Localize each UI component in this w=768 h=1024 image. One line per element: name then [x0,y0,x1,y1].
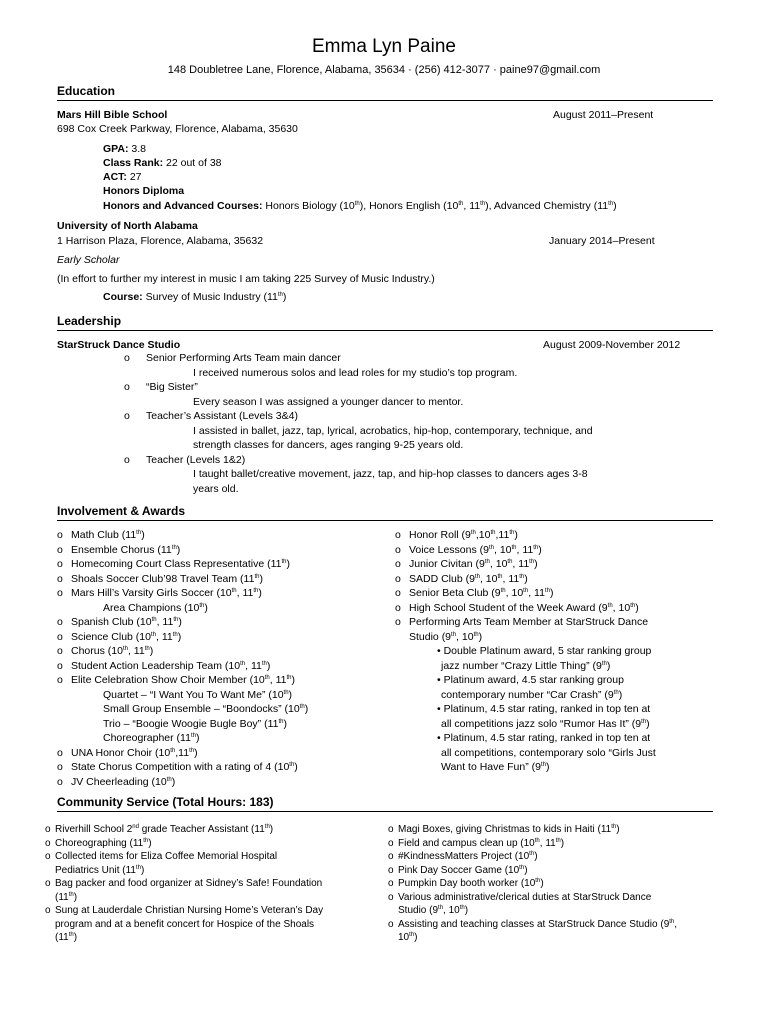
ordinal-sup: th [544,588,550,594]
involvement-item-text: Area Champions (10th) [103,601,208,614]
community-item-text: Sung at Lauderdale Christian Nursing Home’s Veteran’s Day [55,905,324,916]
ordinal-sup: th [451,631,457,638]
ordinal-sup: th [254,573,260,580]
involvement-item-text: all competitions jazz solo “Rumor Has It” (9th) [441,717,650,730]
involvement-item [395,586,715,601]
community-item-text: #KindnessMatters Project (10th) [398,851,538,862]
community-item-text: (11th) [55,891,78,903]
ordinal-sup: th [289,762,295,768]
school2-course: Survey of Music Industry (11 [145,291,278,303]
ordinal-sup: th [68,932,74,938]
ordinal-sup: th [199,602,205,609]
bullet-marker: o [124,381,130,393]
involvement-item-text: jazz number “Crazy Little Thing” (9th) [441,659,611,672]
ordinal-sup: th [607,602,613,609]
section-heading-education: Education [57,84,713,101]
community-item-text: Studio (9th, 10th) [398,905,469,916]
ordinal-sup: th [470,530,476,536]
involvement-item-text: Senior Beta Club (9th, 10th, 11th) [409,587,554,599]
involvement-item-text: High School Student of the Week Award (9th, 10th) [409,601,639,614]
leadership-item-desc: I taught ballet/creative movement, jazz, tap, and hip-hop classes to dancers ages 3-8 [193,468,588,480]
community-item-text: (11th) [55,932,78,943]
involvement-item [395,760,715,775]
ordinal-sup: th [509,530,515,536]
involvement-item-text: Choreographer (11th) [103,732,200,744]
school2-course-sup: th [277,292,283,298]
community-item [388,891,718,905]
community-item-text: 10th) [398,932,418,943]
bullet-marker: o [124,352,130,364]
community-item-text: Field and campus clean up (10th, 11th) [398,837,565,849]
leadership-item-title-text: Teacher (Levels 1&2) [146,453,246,466]
community-item [388,837,718,851]
involvement-item [57,659,387,674]
involvement-item [57,702,387,717]
involvement-item [395,644,715,659]
bullet-marker: o [57,659,63,672]
involvement-item [57,760,387,775]
courses-label: Honors and Advanced Courses: [103,200,263,212]
resume-name: Emma Lyn Paine [312,36,456,57]
ordinal-sup: th [533,544,539,551]
bullet-marker: o [395,587,401,599]
ordinal-sup: th [172,631,178,638]
ordinal-sup: th [601,660,607,667]
courses-list: Honors Biology (10th), Honors English (10th, 11th), Advanced Chemistry (11th) [265,200,617,212]
school1-address: 698 Cox Creek Parkway, Florence, Alabama, 35630 [57,123,298,135]
ordinal-sup: th [613,689,619,696]
ordinal-sup: th [611,824,617,830]
involvement-item [57,572,387,587]
community-item-text: Pumpkin Day booth worker (10th) [398,878,544,889]
school2-note: (In effort to further my interest in music I am taking 225 Survey of Music Industry.) [57,273,435,285]
involvement-item [395,673,715,688]
ordinal-sup: th [281,559,287,565]
community-item-text: Riverhill School 2nd grade Teacher Assistant (11th) [55,824,274,835]
involvement-item-text: Trio – “Boogie Woogie Bugle Boy” (11th) [103,717,287,730]
community-item [45,904,385,918]
leadership-item-desc: years old. [193,482,239,495]
rank-label: Class Rank: [103,157,164,169]
involvement-item-text: Voice Lessons (9th, 10th, 11th) [409,543,542,556]
involvement-item-text: Science Club (10th, 11th) [71,630,182,643]
ordinal-sup: th [122,646,128,652]
bullet-marker: o [57,775,63,788]
school2-course-line [103,290,286,305]
involvement-item-text: Spanish Club (10th, 11th) [71,616,182,628]
ordinal-sup: th [409,932,415,938]
bullet-marker: o [57,645,63,657]
bullet-marker: o [57,587,63,599]
school2-name: University of North Alabama [57,220,198,232]
ordinal-sup: th [519,864,525,871]
community-item [45,823,385,837]
bullet-marker: o [395,572,401,585]
leadership-dates: August 2009-November 2012 [543,339,681,351]
rank-line [103,156,222,171]
bullet-marker: o [57,558,63,570]
ordinal-sup: th [459,905,465,911]
bullet-marker: o [388,918,394,930]
ordinal-sup: th [484,559,490,565]
involvement-item-text: Ensemble Chorus (11th) [71,543,181,556]
ordinal-sup: th [135,864,141,871]
ordinal-sup: th [171,544,177,551]
involvement-item-text: all competitions, contemporary solo “Girls Just [441,746,656,759]
ordinal-sup: th [480,201,486,207]
school2-address: 1 Harrison Plaza, Florence, Alabama, 35632 [57,235,264,247]
bullet-marker: o [57,529,63,541]
involvement-item [395,688,715,703]
community-item [388,931,718,945]
involvement-item [57,601,387,616]
community-item-text: Collected items for Eliza Coffee Memorial Hospital [55,851,278,862]
school2-dates: January 2014–Present [549,235,655,247]
leadership-item-title [124,453,704,468]
bullet-marker: o [388,824,394,835]
involvement-item-text: Junior Civitan (9th, 10th, 11th) [409,558,538,570]
ordinal-sup: th [669,918,675,925]
diploma-line: Honors Diploma [103,185,185,197]
involvement-item-text: contemporary number “Car Crash” (9th) [441,688,623,701]
bullet-marker: o [388,851,394,862]
ordinal-sup: nd [132,824,139,830]
community-item [45,918,385,932]
ordinal-sup: th [534,837,540,844]
community-item [45,931,385,945]
gpa-label: GPA: [103,143,129,155]
leadership-item-desc: Every season I was assigned a younger dancer to mentor. [193,395,464,408]
ordinal-sup: th [283,689,289,696]
ordinal-sup: th [143,837,149,844]
community-item [388,877,718,891]
leadership-item-title-text: “Big Sister” [146,381,198,393]
involvement-item [57,746,387,761]
involvement-item [395,630,715,645]
ordinal-sup: th [473,631,479,638]
involvement-item-text: • Double Platinum award, 5 star ranking group [437,645,652,657]
involvement-item-text: Student Action Leadership Team (10th, 11th) [71,659,271,672]
act-line [103,170,142,185]
involvement-item [395,659,715,674]
bullet-marker: o [124,410,130,422]
ordinal-sup: th [264,675,270,681]
ordinal-sup: th [474,573,480,580]
bullet-marker: o [395,601,401,614]
school2-course-end: ) [282,291,287,303]
ordinal-sup: th [630,602,636,609]
community-item-text: Bag packer and food organizer at Sidney’s Safe! Foundation [55,878,323,889]
contact-line: 148 Doubletree Lane, Florence, Alabama, 35634 · (256) 412-3077 · paine97@gmail.com [167,64,601,76]
ordinal-sup: th [189,747,195,754]
involvement-item [57,630,387,645]
bullet-marker: o [395,529,401,541]
ordinal-sup: th [608,201,614,207]
community-item [45,864,385,878]
leadership-item-title [124,409,704,424]
involvement-item-text: Math Club (11th) [71,529,145,541]
involvement-item-text: • Platinum, 4.5 star rating, ranked in top ten at [437,732,651,744]
ordinal-sup: th [173,617,179,623]
leadership-item-title [124,351,704,366]
gpa-line [103,142,146,157]
community-item [388,864,718,878]
involvement-item-text: Homecoming Court Class Representative (11th) [71,558,290,570]
involvement-item [57,528,387,543]
leadership-item-title [124,380,704,395]
community-item [388,918,718,932]
involvement-item-text: SADD Club (9th, 10th, 11th) [409,572,528,585]
involvement-item [395,557,715,572]
involvement-item [57,688,387,703]
ordinal-sup: th [519,573,525,580]
bullet-marker: o [57,543,63,556]
ordinal-sup: th [529,851,535,857]
gpa-value: 3.8 [131,143,147,155]
involvement-item-text: Performing Arts Team Member at StarStruck Dance [409,616,649,628]
community-item-text: Pediatrics Unit (11th) [55,864,145,876]
involvement-item-text: Honor Roll (9th,10th,11th) [409,529,518,541]
ordinal-sup: th [555,837,561,844]
community-item [45,850,385,864]
involvement-item [57,586,387,601]
ordinal-sup: th [488,544,494,551]
involvement-item [57,557,387,572]
ordinal-sup: th [261,660,267,667]
bullet-marker: o [388,891,394,903]
involvement-item-text: • Platinum award, 4.5 star ranking group [437,674,624,686]
involvement-item-text: • Platinum, 4.5 star rating, ranked in top ten at [437,703,651,715]
involvement-item [395,572,715,587]
ordinal-sup: th [540,762,546,768]
bullet-marker: o [388,878,394,889]
leadership-item-title-text: Senior Performing Arts Team main dancer [146,352,341,364]
involvement-item-text: UNA Honor Choir (10th,11th) [71,746,198,759]
involvement-item-text: Elite Celebration Show Choir Member (10th, 11th) [71,674,296,686]
ordinal-sup: th [68,891,74,898]
involvement-item [395,717,715,732]
community-left-column [45,823,385,945]
leadership-org: StarStruck Dance Studio [57,339,181,351]
involvement-item-text: State Chorus Competition with a rating of 4 (10th) [71,761,298,773]
ordinal-sup: th [438,905,444,911]
school1-dates: August 2011–Present [553,109,654,121]
community-right-column [388,823,718,945]
act-label: ACT: [103,171,127,183]
bullet-marker: o [395,616,401,628]
community-item [388,823,718,837]
community-item [45,891,385,905]
bullet-marker: o [124,453,130,466]
ordinal-sup: th [151,617,157,623]
community-item-text: Pink Day Soccer Game (10th) [398,864,528,876]
community-item-text: Assisting and teaching classes at StarStruck Dance Studio (9th, [398,918,678,930]
bullet-marker: o [57,761,63,773]
ordinal-sup: th [231,588,237,594]
involvement-item [395,615,715,630]
ordinal-sup: th [286,675,292,681]
section-heading-community: Community Service (Total Hours: 183) [57,795,713,812]
bullet-marker: o [45,851,51,862]
ordinal-sup: th [253,588,259,594]
ordinal-sup: th [500,588,506,594]
involvement-item [395,601,715,616]
leadership-item-desc: strength classes for dancers, ages ranging 9-25 years old. [193,439,464,451]
leadership-item-desc: I assisted in ballet, jazz, tap, lyrical, acrobatics, hip-hop, contemporary, technique, and [193,424,593,437]
ordinal-sup: th [136,530,142,536]
community-item-text: Choreographing (11th) [55,837,152,849]
involvement-right-column [395,528,715,775]
community-item-text: program and at a benefit concert for Hospice of the Shoals [55,918,315,930]
bullet-marker: o [45,837,51,849]
involvement-item-text: Studio (9th, 10th) [409,630,483,643]
ordinal-sup: th [190,733,196,739]
bullet-marker: o [45,905,51,916]
ordinal-sup: th [144,646,150,652]
bullet-marker: o [395,558,401,570]
bullet-marker: o [57,746,63,759]
school2-course-label: Course: [103,291,143,303]
bullet-marker: o [57,572,63,585]
act-value: 27 [129,171,142,183]
ordinal-sup: th [264,824,270,830]
involvement-item [57,644,387,659]
involvement-item-text: Want to Have Fun” (9th) [441,761,550,773]
involvement-item-text: Chorus (10th, 11th) [71,645,154,657]
bullet-marker: o [388,864,394,876]
courses-line [103,199,617,214]
ordinal-sup: th [511,544,517,551]
school2-program: Early Scholar [57,254,120,266]
involvement-item [395,528,715,543]
involvement-item-text: Mars Hill’s Varsity Girls Soccer (10th, 11th) [71,587,262,599]
section-heading-involvement: Involvement & Awards [57,504,713,521]
community-item-text: Various administrative/clerical duties at StarStruck Dance [398,891,652,903]
ordinal-sup: th [641,718,647,725]
ordinal-sup: th [240,660,246,667]
bullet-marker: o [388,837,394,849]
involvement-item-text: JV Cheerleading (10th) [71,775,176,788]
leadership-item-desc: I received numerous solos and lead roles for my studio’s top program. [193,366,518,379]
ordinal-sup: th [150,631,156,638]
involvement-item [395,543,715,558]
bullet-marker: o [57,616,63,628]
leadership-list [124,351,704,496]
bullet-marker: o [57,674,63,686]
leadership-item-title-text: Teacher’s Assistant (Levels 3&4) [146,410,298,422]
involvement-item [57,673,387,688]
ordinal-sup: th [523,588,529,594]
involvement-item [395,702,715,717]
ordinal-sup: th [170,747,176,754]
ordinal-sup: th [354,201,360,207]
ordinal-sup: th [490,530,496,536]
involvement-item-text: Small Group Ensemble – “Boondocks” (10th) [103,703,309,715]
involvement-item [395,746,715,761]
section-heading-leadership: Leadership [57,314,713,331]
involvement-item [57,717,387,732]
involvement-item [57,543,387,558]
ordinal-sup: th [529,559,535,565]
involvement-left-column [57,528,387,789]
rank-value: 22 out of 38 [166,157,222,169]
community-item-text: Magi Boxes, giving Christmas to kids in Haiti (11th) [398,824,620,835]
involvement-item [57,731,387,746]
involvement-item-text: Shoals Soccer Club’98 Travel Team (11th) [71,572,263,585]
community-item [388,850,718,864]
involvement-item [57,615,387,630]
bullet-marker: o [45,824,51,835]
bullet-marker: o [45,878,51,889]
involvement-item-text: Quartet – “I Want You To Want Me” (10th) [103,688,293,701]
ordinal-sup: th [507,559,513,565]
ordinal-sup: th [278,718,284,725]
ordinal-sup: th [166,776,172,783]
involvement-item [57,775,387,790]
involvement-item [395,731,715,746]
community-item [45,877,385,891]
bullet-marker: o [395,543,401,556]
community-item [388,904,718,918]
ordinal-sup: th [458,201,464,207]
ordinal-sup: th [299,704,305,710]
ordinal-sup: th [535,878,541,884]
ordinal-sup: th [497,573,503,580]
bullet-marker: o [57,630,63,643]
school1-name: Mars Hill Bible School [57,109,168,121]
community-item [45,837,385,851]
